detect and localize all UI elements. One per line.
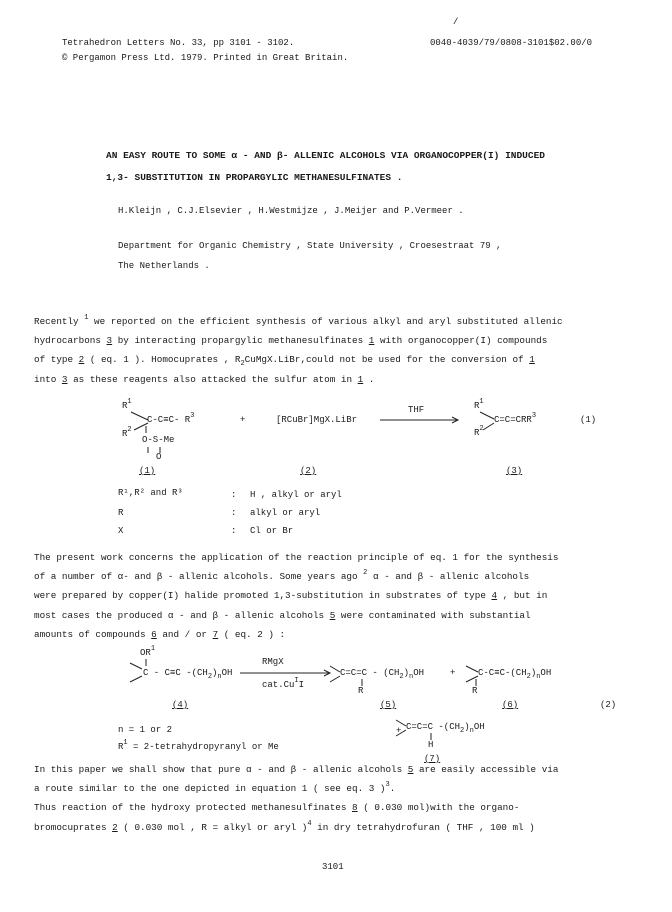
plus-sign: + (396, 726, 402, 736)
compound-ref: 6 (151, 628, 157, 640)
compound-ref: 7 (212, 628, 219, 640)
corner-mark: / (453, 17, 459, 27)
compound-ref: 1 (368, 335, 375, 347)
product-r2: $R^2$ (474, 425, 484, 438)
compound-ref: 1 (529, 354, 535, 366)
article-title-line-2: 1,3- SUBSTITUTION IN PROPARGYLIC METHANESULFINATES . (106, 172, 403, 183)
equation-number-1: (1) (580, 415, 597, 425)
compound-ref: 8 (352, 802, 358, 814)
article-code: 0040-4039/79/0808-3101$02.00/0 (430, 38, 593, 48)
reaction-condition: THF (408, 405, 425, 415)
compound-label-2: (2) (300, 466, 317, 476)
author-list: H.Kleijn , C.J.Elsevier , H.Westmijze , J.Meijer and P.Vermeer . (118, 206, 464, 216)
equation-number-2: (2) (600, 700, 617, 710)
compound-label-3: (3) (506, 466, 523, 476)
sulfinate-group: O-S-Me (142, 435, 175, 445)
compound-label-7: (7) (424, 754, 441, 764)
journal-citation: Tetrahedron Letters No. 33, pp 3101 - 3102. (62, 38, 295, 48)
definition-symbol: R¹,R² and R³ (118, 488, 183, 498)
definition-value: alkyl or aryl (250, 508, 321, 518)
propargyl-chain: C-C≡C- $R^3$ (147, 412, 195, 425)
definition-value: H , alkyl or aryl (250, 490, 342, 500)
allenic-alcohol-7: C=C=C $-(CH_2)_nOH$ (406, 722, 485, 735)
article-title-line-1: AN EASY ROUTE TO SOME α - AND β- ALLENIC ALCOHOLS VIA ORGANOCOPPER(I) INDUCED (106, 150, 545, 161)
ether-group: $OR^1$ (140, 645, 156, 658)
compound-label-6: (6) (502, 700, 519, 710)
substituent-r2: $R^2$ (122, 426, 132, 439)
acetylenic-alcohol-6: $C-C\equiv C-(CH_2)_nOH$ (478, 668, 552, 681)
definition-symbol: X (118, 526, 124, 536)
sulfinyl-oxygen: O (156, 452, 162, 462)
definition-separator: : (231, 490, 237, 500)
n-definition: n = 1 or 2 (118, 725, 173, 735)
allene-product: $C=C=CRR^3$ (494, 412, 537, 425)
compound-ref: 5 (407, 764, 414, 775)
paragraph-intro: Recently $^1$ we reported on the efficient synthesis of various alkyl and aryl substituted allenic hydrocarbons 3 by interacting propargylic methanesulfinates 1 with organocopper(I) compounds of type 2 ( eq. 1 ). Homocuprates , $R_2CuMgX.LiBr,could$ not be used for the conversion of 1 into 3 as these reagents also attacked the sulfur atom in 1 . (34, 314, 563, 385)
substrate-4: C - C≡C $-(CH_2)_nOH$ (143, 668, 233, 681)
compound-label-1: (1) (139, 466, 156, 476)
hydrogen-label: H (428, 740, 434, 750)
definition-separator: : (231, 508, 237, 518)
definition-value: Cl or Br (250, 526, 294, 536)
substituent-r1: $R^1$ (122, 398, 132, 411)
paragraph-present-work: The present work concerns the application of the reaction principle of eq. 1 for the synthesis of a number of α- and β - allenic alcohols. Some years ago $^2$ α - and β - allenic alcohols were prepared by copper(I) halide promoted 1,3-substitution in substrates of type 4 , but in most cases the produced α - and β - allenic alcohols 5 were contaminated with substantial amounts of compounds 6 and / or 7 ( eq. 2 ) : (34, 552, 559, 640)
affiliation-line-1: Department for Organic Chemistry , State University , Croesestraat 79 , (118, 241, 502, 251)
publisher-line: © Pergamon Press Ltd. 1979. Printed in Great Britain. (62, 53, 349, 63)
definition-separator: : (231, 526, 237, 536)
page-number: 3101 (322, 862, 344, 872)
compound-label-5: (5) (380, 700, 397, 710)
allenic-alcohol-5: $C=C=C - (CH_2)_nOH$ (340, 668, 425, 681)
compound-ref: 1 (357, 373, 364, 385)
copper-catalyst: $cat.Cu^II$ (262, 677, 305, 690)
compound-ref: 2 (78, 354, 85, 366)
plus-sign: + (450, 668, 456, 678)
compound-ref: 3 (106, 335, 113, 347)
plus-sign: + (240, 415, 246, 425)
compound-label-4: (4) (172, 700, 189, 710)
substituent-r: R (472, 686, 478, 696)
cuprate-reagent: [RCuBr]MgX.LiBr (276, 415, 358, 425)
grignard-reagent: RMgX (262, 657, 284, 667)
compound-ref: 4 (491, 590, 498, 602)
product-r1: $R^1$ (474, 398, 484, 411)
compound-ref: 3 (61, 373, 68, 385)
substituent-r: R (358, 686, 364, 696)
paragraph-this-paper: In this paper we shall show that pure α - and β - allenic alcohols 5 are easily accessible via a route similar to the one depicted in equation 1 ( see eq. 3 )$^3$. Thus reaction of the hydroxy protected methanesulfinates 8 ( 0.030 mol)with the organo- bromocuprates 2 ( 0.030 mol , R = alkyl or aryl )$^4$ in dry tetrahydrofuran ( THF , 100 ml ) (34, 764, 559, 833)
definition-symbol: R (118, 508, 124, 518)
compound-ref: 2 (112, 821, 118, 833)
compound-ref: 5 (329, 609, 336, 621)
affiliation-line-2: The Netherlands . (118, 261, 210, 271)
r1-definition: $R^1$ = 2-tetrahydropyranyl or Me (118, 739, 279, 752)
